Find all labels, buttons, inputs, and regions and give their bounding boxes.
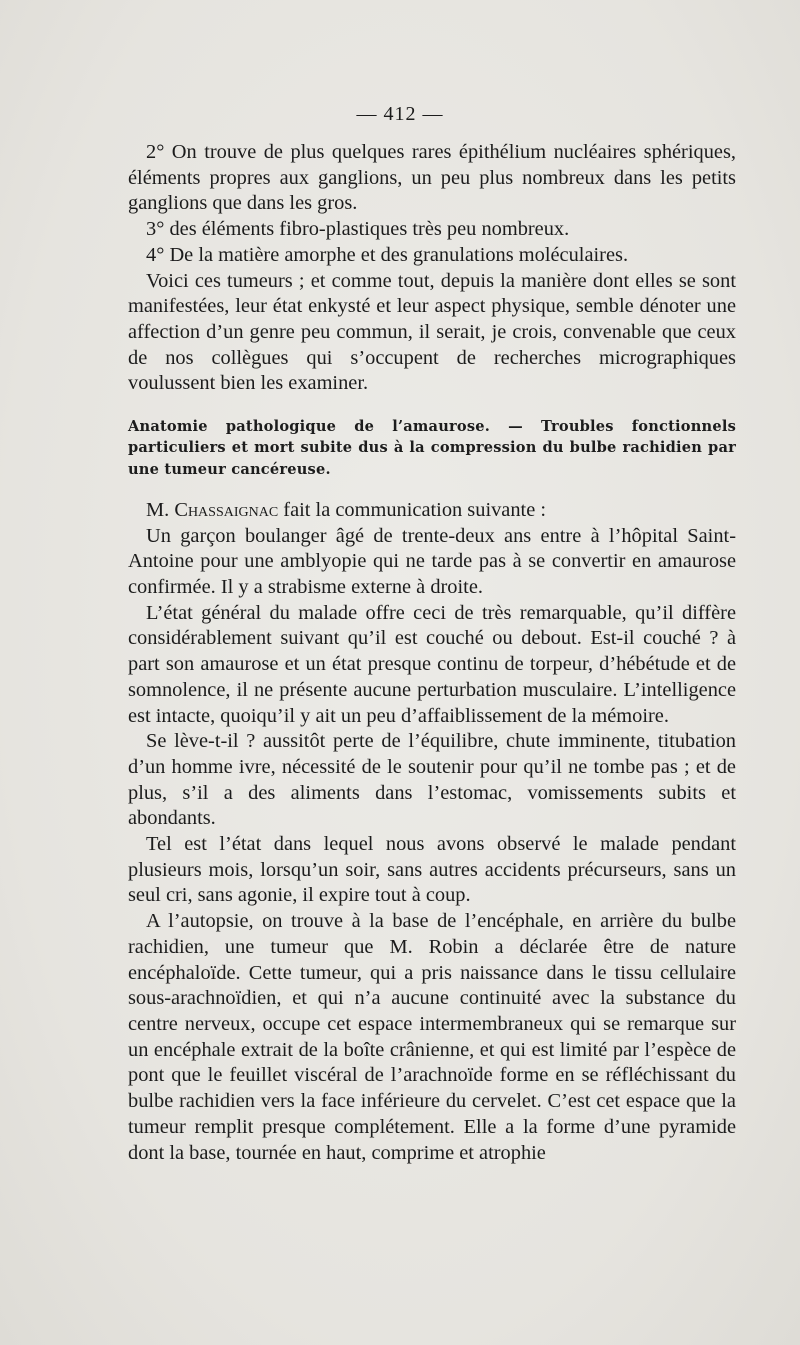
speaker-rest: fait la communication suivante : bbox=[278, 498, 547, 521]
paragraph: Un garçon boulanger âgé de trente-deux ans entre à l’hôpital Saint-Antoine pour une amblyopie qui ne tarde pas à se convertir en amaurose confirmée. Il y a strabisme externe à droite. bbox=[128, 524, 736, 599]
paragraph: A l’autopsie, on trouve à la base de l’encéphale, en arrière du bulbe rachidien, une tumeur que M. Robin a déclarée être de nature encéphaloïde. Cette tumeur, qui a pris naissance dans le tissu cellulaire sous-arachnoïdien, et qui n’a aucune continuité avec la substance du centre nerveux, occupe cet espace intermembraneux qui se remarque sur un encéphale extrait de la boîte crânienne, et qui est limité par l’espèce de pont que le feuillet viscéral de l’arachnoïde forme en se réfléchissant du bulbe rachidien vers la face inférieure du cervelet. C’est cet espace que la tumeur remplit presque complétement. Elle a la forme d’une pyramide dont la base, tournée en haut, comprime et atrophie bbox=[128, 910, 736, 1164]
speaker-name: Chassaignac bbox=[174, 498, 279, 521]
page-number: — 412 — bbox=[356, 103, 444, 125]
paragraph: 2° On trouve de plus quelques rares épithélium nucléaires sphériques, éléments propres aux ganglions, un peu plus nombreux dans les petits ganglions que dans les gros. bbox=[128, 141, 736, 215]
paragraph: L’état général du malade offre ceci de très remarquable, qu’il diffère considérablement suivant qu’il est couché ou debout. Est-il couché ? à part son amaurose et un état presque continu de torpeur, d’hébétude et de somnolence, il ne présente aucune perturbation musculaire. L’intelligence est intacte, quoiqu’il y ait un peu d’affaiblissement de la mémoire. bbox=[128, 601, 736, 727]
body-text bbox=[128, 140, 736, 1166]
paragraph: 4° De la matière amorphe et des granulations moléculaires. bbox=[146, 243, 629, 266]
paragraph: Voici ces tumeurs ; et comme tout, depuis la manière dont elles se sont manifestées, leur état enkysté et leur aspect physique, semble dénoter une affection d’un genre peu commun, il serait, je crois, convenable que ceux de nos collègues qui s’occupent de recherches micrographiques voulussent bien les examiner. bbox=[128, 269, 736, 395]
speaker-paragraph bbox=[128, 498, 736, 524]
speaker-prefix: M. bbox=[146, 498, 170, 521]
paragraph: Se lève-t-il ? aussitôt perte de l’équilibre, chute imminente, titubation d’un homme ivre, nécessité de le soutenir pour qu’il ne tombe pas ; et de plus, s’il a des aliments dans l’estomac, vomissements subits et abondants. bbox=[128, 730, 736, 830]
paragraph: 3° des éléments fibro-plastiques très peu nombreux. bbox=[146, 218, 570, 241]
paragraph: Tel est l’état dans lequel nous avons observé le malade pendant plusieurs mois, lorsqu’un soir, sans autres accidents précurseurs, sans un seul cri, sans agonie, il expire tout à coup. bbox=[128, 833, 736, 907]
section-heading: Anatomie pathologique de l’amaurose. — Troubles fonctionnels particuliers et mort subite dus à la compression du bulbe rachidien par une tumeur cancéreuse. bbox=[128, 418, 736, 478]
